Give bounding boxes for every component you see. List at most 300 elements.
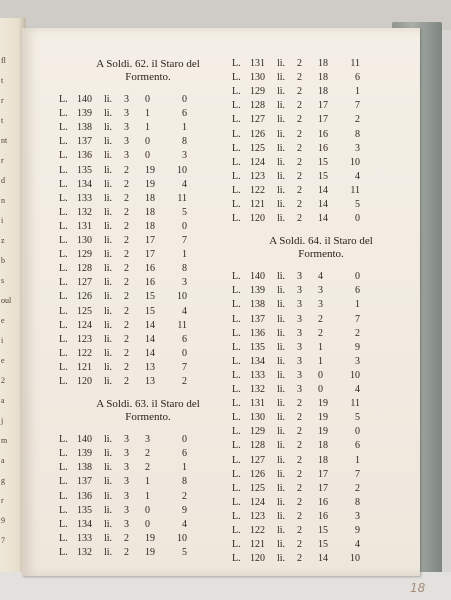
quantity: 140 bbox=[250, 271, 265, 283]
lire-value: 2 bbox=[297, 454, 302, 466]
lire-mark: L. bbox=[232, 86, 241, 98]
li-mark: li. bbox=[104, 518, 113, 530]
background-bottom bbox=[0, 572, 451, 600]
table-row bbox=[232, 525, 410, 539]
table-row bbox=[59, 108, 237, 122]
denari-value: 8 bbox=[182, 136, 187, 148]
table-row bbox=[232, 356, 410, 370]
table-row bbox=[232, 143, 410, 157]
lire-value: 2 bbox=[124, 532, 129, 544]
lire-mark: L. bbox=[232, 327, 241, 339]
lire-value: 3 bbox=[124, 94, 129, 105]
lire-mark: L. bbox=[232, 341, 241, 353]
lire-mark: L. bbox=[59, 434, 68, 446]
quantity: 134 bbox=[77, 178, 92, 190]
lire-value: 2 bbox=[124, 305, 129, 317]
li-mark: li. bbox=[277, 539, 286, 551]
lire-value: 2 bbox=[124, 164, 129, 176]
table-row bbox=[232, 384, 410, 398]
soldi-value: 0 bbox=[145, 94, 150, 105]
soldi-value: 13 bbox=[145, 361, 155, 373]
quantity: 135 bbox=[250, 341, 265, 353]
table-row bbox=[232, 511, 410, 525]
lire-value: 2 bbox=[297, 58, 302, 69]
soldi-value: 0 bbox=[145, 504, 150, 516]
left-page-fragment: r bbox=[1, 96, 4, 105]
quantity: 123 bbox=[250, 170, 265, 182]
li-mark: li. bbox=[277, 341, 286, 353]
soldi-value: 0 bbox=[145, 150, 150, 162]
heading-line: A Soldi. 62. il Staro del bbox=[96, 58, 200, 70]
table-row bbox=[232, 100, 410, 114]
li-mark: li. bbox=[277, 525, 286, 536]
quantity: 126 bbox=[250, 468, 265, 480]
quantity: 135 bbox=[77, 504, 92, 516]
lire-mark: L. bbox=[232, 496, 241, 508]
quantity: 131 bbox=[250, 398, 265, 410]
denari-value: 4 bbox=[355, 170, 360, 182]
li-mark: li. bbox=[104, 164, 113, 176]
table-row bbox=[232, 328, 410, 342]
soldi-value: 18 bbox=[318, 58, 328, 69]
soldi-value: 17 bbox=[318, 468, 328, 480]
table-row bbox=[232, 342, 410, 356]
lire-value: 3 bbox=[297, 299, 302, 311]
soldi-value: 18 bbox=[145, 206, 155, 218]
soldi-value: 1 bbox=[145, 122, 150, 134]
denari-value: 0 bbox=[182, 94, 187, 105]
lire-value: 2 bbox=[297, 412, 302, 424]
lire-value: 2 bbox=[124, 546, 129, 558]
lire-value: 2 bbox=[297, 156, 302, 168]
quantity: 137 bbox=[77, 476, 92, 488]
quantity: 125 bbox=[77, 305, 92, 317]
lire-mark: L. bbox=[232, 100, 241, 112]
quantity: 120 bbox=[77, 376, 92, 387]
quantity: 136 bbox=[77, 150, 92, 162]
denari-value: 6 bbox=[355, 285, 360, 297]
lire-mark: L. bbox=[232, 184, 241, 196]
li-mark: li. bbox=[277, 142, 286, 154]
table-row bbox=[232, 455, 410, 469]
denari-value: 10 bbox=[350, 553, 360, 565]
lire-mark: L. bbox=[232, 313, 241, 325]
quantity: 120 bbox=[250, 553, 265, 565]
table-row bbox=[59, 263, 237, 277]
quantity: 138 bbox=[77, 462, 92, 474]
quantity: 121 bbox=[250, 199, 265, 210]
lire-mark: L. bbox=[59, 361, 68, 373]
lire-mark: L. bbox=[59, 122, 68, 134]
soldi-value: 15 bbox=[318, 525, 328, 536]
quantity: 127 bbox=[77, 277, 92, 289]
table-row bbox=[59, 462, 237, 476]
lire-mark: L. bbox=[232, 72, 241, 84]
table-row bbox=[59, 434, 237, 448]
li-mark: li. bbox=[277, 327, 286, 339]
soldi-value: 16 bbox=[318, 496, 328, 508]
table-row bbox=[232, 86, 410, 100]
lire-value: 3 bbox=[297, 341, 302, 353]
soldi-value: 2 bbox=[145, 448, 150, 460]
soldi-value: 3 bbox=[318, 285, 323, 297]
table-row bbox=[59, 448, 237, 462]
soldi-value: 19 bbox=[145, 178, 155, 190]
lire-mark: L. bbox=[232, 156, 241, 168]
lire-mark: L. bbox=[232, 426, 241, 438]
left-page-fragment: oul bbox=[1, 296, 12, 305]
lire-mark: L. bbox=[232, 369, 241, 381]
lire-mark: L. bbox=[59, 206, 68, 218]
denari-value: 9 bbox=[355, 341, 360, 353]
lire-value: 2 bbox=[297, 539, 302, 551]
quantity: 126 bbox=[250, 128, 265, 140]
quantity: 122 bbox=[77, 347, 92, 359]
lire-mark: L. bbox=[232, 299, 241, 311]
soldi-value: 17 bbox=[318, 482, 328, 494]
heading-line: A Soldi. 64. il Staro del bbox=[269, 235, 373, 248]
soldi-value: 14 bbox=[318, 184, 328, 196]
table-row bbox=[59, 320, 237, 334]
lire-value: 2 bbox=[124, 361, 129, 373]
lire-value: 3 bbox=[124, 434, 129, 446]
table-row bbox=[232, 213, 410, 227]
lire-value: 3 bbox=[297, 327, 302, 339]
quantity: 131 bbox=[250, 58, 265, 69]
li-mark: li. bbox=[277, 271, 286, 283]
lire-mark: L. bbox=[232, 468, 241, 480]
lire-value: 2 bbox=[297, 482, 302, 494]
soldi-value: 18 bbox=[145, 192, 155, 204]
denari-value: 3 bbox=[182, 277, 187, 289]
table-row bbox=[59, 348, 237, 362]
denari-value: 6 bbox=[355, 440, 360, 452]
denari-value: 2 bbox=[182, 490, 187, 502]
lire-mark: L. bbox=[232, 114, 241, 126]
table-row bbox=[59, 306, 237, 320]
quantity: 132 bbox=[77, 206, 92, 218]
denari-value: 4 bbox=[355, 384, 360, 395]
denari-value: 3 bbox=[355, 142, 360, 154]
left-page-fragment: t bbox=[1, 76, 4, 85]
lire-mark: L. bbox=[232, 510, 241, 522]
table-row bbox=[232, 553, 410, 567]
left-page-fragment: g bbox=[1, 476, 5, 485]
lire-value: 2 bbox=[124, 319, 129, 331]
lire-value: 3 bbox=[124, 136, 129, 148]
lire-mark: L. bbox=[59, 249, 68, 261]
li-mark: li. bbox=[277, 412, 286, 424]
soldi-value: 15 bbox=[145, 305, 155, 317]
quantity: 128 bbox=[77, 263, 92, 275]
left-page-fragment: r bbox=[1, 496, 4, 505]
left-page-fragment: e bbox=[1, 316, 5, 325]
soldi-value: 1 bbox=[145, 490, 150, 502]
lire-value: 2 bbox=[297, 199, 302, 210]
lire-value: 3 bbox=[124, 122, 129, 134]
lire-value: 2 bbox=[297, 100, 302, 112]
li-mark: li. bbox=[104, 136, 113, 148]
soldi-value: 19 bbox=[318, 398, 328, 410]
soldi-value: 1 bbox=[318, 341, 323, 353]
denari-value: 2 bbox=[355, 114, 360, 126]
soldi-value: 19 bbox=[145, 164, 155, 176]
li-mark: li. bbox=[277, 184, 286, 196]
li-mark: li. bbox=[277, 114, 286, 126]
lire-mark: L. bbox=[232, 412, 241, 424]
lire-value: 2 bbox=[124, 178, 129, 190]
quantity: 122 bbox=[250, 525, 265, 536]
lire-value: 3 bbox=[297, 355, 302, 367]
li-mark: li. bbox=[104, 291, 113, 303]
background-top bbox=[0, 0, 451, 30]
denari-value: 5 bbox=[182, 206, 187, 218]
lire-value: 3 bbox=[124, 448, 129, 460]
soldi-value: 14 bbox=[318, 213, 328, 225]
denari-value: 0 bbox=[182, 434, 187, 446]
table-row bbox=[59, 291, 237, 305]
lire-mark: L. bbox=[232, 539, 241, 551]
table-row bbox=[232, 314, 410, 328]
table-row bbox=[59, 491, 237, 505]
lire-mark: L. bbox=[232, 199, 241, 210]
lire-value: 2 bbox=[297, 468, 302, 480]
lire-mark: L. bbox=[59, 235, 68, 246]
li-mark: li. bbox=[104, 476, 113, 488]
denari-value: 8 bbox=[182, 263, 187, 275]
lire-mark: L. bbox=[59, 305, 68, 317]
lire-mark: L. bbox=[59, 532, 68, 544]
li-mark: li. bbox=[277, 440, 286, 452]
lire-value: 3 bbox=[124, 490, 129, 502]
left-page-fragment: n bbox=[1, 196, 5, 205]
left-page-fragment: d bbox=[1, 176, 5, 185]
denari-value: 4 bbox=[182, 305, 187, 317]
denari-value: 4 bbox=[182, 178, 187, 190]
lire-value: 2 bbox=[124, 277, 129, 289]
heading-line: Formento. bbox=[125, 71, 171, 83]
quantity: 139 bbox=[77, 108, 92, 120]
li-mark: li. bbox=[277, 355, 286, 367]
soldi-value: 15 bbox=[318, 156, 328, 168]
lire-mark: L. bbox=[59, 476, 68, 488]
soldi-value: 1 bbox=[145, 476, 150, 488]
li-mark: li. bbox=[104, 490, 113, 502]
soldi-value: 14 bbox=[145, 347, 155, 359]
lire-mark: L. bbox=[232, 398, 241, 410]
soldi-value: 17 bbox=[145, 235, 155, 246]
li-mark: li. bbox=[277, 170, 286, 182]
heading-line: Formento. bbox=[298, 248, 344, 261]
lire-value: 3 bbox=[124, 108, 129, 120]
soldi-value: 18 bbox=[318, 440, 328, 452]
denari-value: 6 bbox=[182, 448, 187, 460]
denari-value: 7 bbox=[355, 468, 360, 480]
lire-value: 3 bbox=[297, 285, 302, 297]
lire-value: 2 bbox=[297, 184, 302, 196]
lire-mark: L. bbox=[232, 58, 241, 69]
denari-value: 8 bbox=[355, 128, 360, 140]
li-mark: li. bbox=[277, 384, 286, 395]
lire-mark: L. bbox=[59, 263, 68, 275]
quantity: 129 bbox=[77, 249, 92, 261]
table-row bbox=[232, 497, 410, 511]
quantity: 138 bbox=[77, 122, 92, 134]
left-page-fragment: r bbox=[1, 156, 4, 165]
quantity: 132 bbox=[250, 384, 265, 395]
quantity: 130 bbox=[77, 235, 92, 246]
soldi-value: 16 bbox=[145, 263, 155, 275]
li-mark: li. bbox=[104, 462, 113, 474]
li-mark: li. bbox=[104, 319, 113, 331]
soldi-value: 15 bbox=[318, 170, 328, 182]
table-row bbox=[59, 519, 237, 533]
quantity: 136 bbox=[77, 490, 92, 502]
soldi-value: 14 bbox=[318, 199, 328, 210]
denari-value: 0 bbox=[355, 213, 360, 225]
lire-mark: L. bbox=[59, 150, 68, 162]
soldi-value: 17 bbox=[318, 114, 328, 126]
lire-mark: L. bbox=[232, 454, 241, 466]
lire-mark: L. bbox=[59, 462, 68, 474]
table-row bbox=[232, 58, 410, 72]
li-mark: li. bbox=[104, 504, 113, 516]
li-mark: li. bbox=[277, 468, 286, 480]
lire-value: 2 bbox=[124, 376, 129, 387]
denari-value: 8 bbox=[182, 476, 187, 488]
lire-value: 2 bbox=[124, 291, 129, 303]
heading-line: Formento. bbox=[125, 411, 171, 424]
lire-value: 2 bbox=[297, 114, 302, 126]
table-row bbox=[232, 412, 410, 426]
table-row bbox=[59, 547, 237, 561]
lire-mark: L. bbox=[59, 333, 68, 345]
quantity: 131 bbox=[77, 220, 92, 232]
soldi-value: 4 bbox=[318, 271, 323, 283]
lire-mark: L. bbox=[232, 128, 241, 140]
li-mark: li. bbox=[104, 206, 113, 218]
denari-value: 1 bbox=[182, 462, 187, 474]
lire-value: 2 bbox=[297, 213, 302, 225]
soldi-value: 15 bbox=[145, 291, 155, 303]
lire-mark: L. bbox=[59, 136, 68, 148]
denari-value: 1 bbox=[182, 249, 187, 261]
li-mark: li. bbox=[104, 434, 113, 446]
table-row bbox=[59, 476, 237, 490]
quantity: 140 bbox=[77, 94, 92, 105]
soldi-value: 16 bbox=[318, 142, 328, 154]
table-row bbox=[232, 157, 410, 171]
denari-value: 10 bbox=[177, 291, 187, 303]
table-row bbox=[59, 235, 237, 249]
li-mark: li. bbox=[104, 546, 113, 558]
table-row bbox=[232, 199, 410, 213]
quantity: 134 bbox=[77, 518, 92, 530]
denari-value: 6 bbox=[182, 333, 187, 345]
denari-value: 5 bbox=[355, 412, 360, 424]
left-page-fragment: j bbox=[1, 416, 4, 425]
lire-value: 2 bbox=[297, 170, 302, 182]
quantity: 127 bbox=[250, 114, 265, 126]
table-row bbox=[232, 185, 410, 199]
table-row bbox=[232, 440, 410, 454]
left-page-fragment: 7 bbox=[1, 536, 5, 545]
denari-value: 0 bbox=[182, 220, 187, 232]
quantity: 122 bbox=[250, 184, 265, 196]
denari-value: 1 bbox=[355, 454, 360, 466]
table-row bbox=[59, 505, 237, 519]
li-mark: li. bbox=[277, 58, 286, 69]
table-row bbox=[59, 165, 237, 179]
lire-mark: L. bbox=[59, 504, 68, 516]
denari-value: 7 bbox=[355, 100, 360, 112]
soldi-value: 0 bbox=[318, 369, 323, 381]
left-page-fragment: t bbox=[1, 116, 4, 125]
left-page-fragment: nt bbox=[1, 136, 8, 145]
denari-value: 10 bbox=[350, 369, 360, 381]
soldi-value: 16 bbox=[145, 277, 155, 289]
soldi-value: 19 bbox=[318, 412, 328, 424]
lire-value: 3 bbox=[297, 384, 302, 395]
li-mark: li. bbox=[104, 122, 113, 134]
soldi-value: 2 bbox=[318, 327, 323, 339]
li-mark: li. bbox=[104, 305, 113, 317]
lire-mark: L. bbox=[232, 440, 241, 452]
lire-value: 2 bbox=[297, 440, 302, 452]
li-mark: li. bbox=[277, 128, 286, 140]
soldi-value: 17 bbox=[318, 100, 328, 112]
lire-value: 2 bbox=[124, 220, 129, 232]
lire-mark: L. bbox=[59, 518, 68, 530]
lire-value: 3 bbox=[297, 369, 302, 381]
lire-mark: L. bbox=[232, 482, 241, 494]
quantity: 126 bbox=[77, 291, 92, 303]
quantity: 137 bbox=[250, 313, 265, 325]
left-page-fragment: fl bbox=[1, 56, 6, 65]
lire-value: 3 bbox=[124, 504, 129, 516]
table-row bbox=[232, 271, 410, 285]
lire-mark: L. bbox=[232, 271, 241, 283]
table-row bbox=[59, 221, 237, 235]
soldi-value: 14 bbox=[318, 553, 328, 565]
li-mark: li. bbox=[104, 376, 113, 387]
lire-mark: L. bbox=[232, 213, 241, 225]
soldi-value: 2 bbox=[145, 462, 150, 474]
lire-value: 2 bbox=[297, 426, 302, 438]
denari-value: 11 bbox=[350, 184, 360, 196]
soldi-value: 14 bbox=[145, 319, 155, 331]
table-row bbox=[232, 483, 410, 497]
soldi-value: 18 bbox=[318, 72, 328, 84]
li-mark: li. bbox=[277, 100, 286, 112]
left-page-fragment: b bbox=[1, 256, 5, 265]
left-page-fragment: s bbox=[1, 276, 5, 285]
li-mark: li. bbox=[277, 285, 286, 297]
table-row bbox=[59, 533, 237, 547]
left-page-fragment: i bbox=[1, 216, 4, 225]
soldi-value: 17 bbox=[145, 249, 155, 261]
quantity: 121 bbox=[250, 539, 265, 551]
denari-value: 6 bbox=[355, 72, 360, 84]
table-row bbox=[232, 299, 410, 313]
li-mark: li. bbox=[277, 213, 286, 225]
li-mark: li. bbox=[277, 199, 286, 210]
denari-value: 0 bbox=[355, 271, 360, 283]
lire-value: 2 bbox=[297, 510, 302, 522]
soldi-value: 0 bbox=[145, 518, 150, 530]
lire-mark: L. bbox=[59, 178, 68, 190]
table-row bbox=[232, 469, 410, 483]
